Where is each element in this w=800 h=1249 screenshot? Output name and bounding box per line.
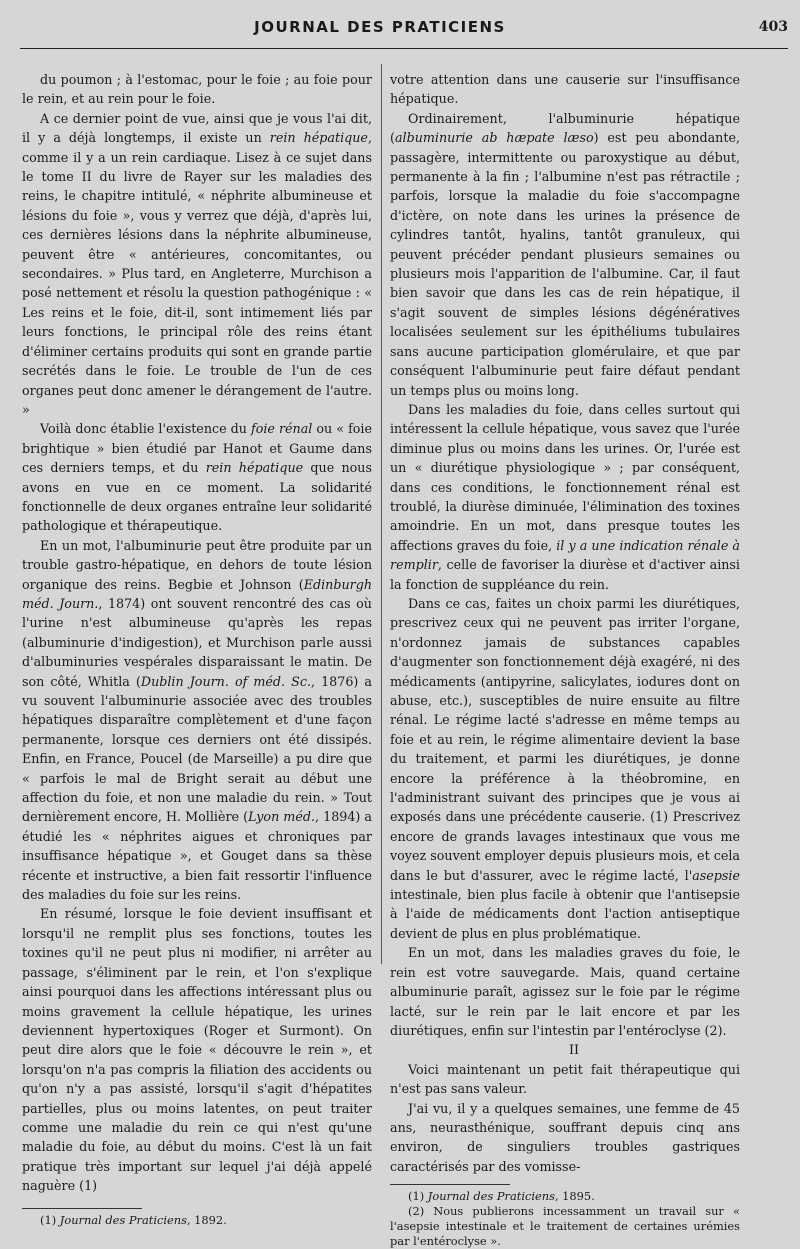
text-run: (2) Nous publierons incessamment un travail sur « l'asepsie intestinale et le traitement de certaines urémies par l'entéroclyse ».	[390, 1204, 740, 1249]
paragraph	[390, 109, 740, 400]
text-run: que nous avons en vue en ce moment. La solidarité fonctionnelle de deux organes entraîne leur solidarité pathologique et thérapeutique.	[22, 460, 372, 534]
section-heading	[390, 1040, 740, 1059]
italic-text: asepsie	[692, 867, 740, 883]
paragraph	[390, 943, 740, 1040]
italic-text: Edinburgh méd. Journ.	[22, 576, 372, 611]
paragraph	[22, 70, 372, 109]
paragraph	[390, 70, 740, 109]
column-divider	[381, 64, 382, 964]
italic-text: Lyon méd.	[248, 809, 316, 825]
text-run: , celle de favoriser la diurèse et d'activer ainsi la fonction de suppléance du rein.	[390, 557, 740, 592]
text-run: En un mot, l'albuminurie peut être produite par un trouble gastro-hépatique, en dehors de toute lésion organique des reins. Begbie et Johnson (	[22, 537, 372, 592]
right-column-body	[390, 70, 740, 1176]
left-column-body	[22, 70, 372, 1196]
italic-text: Dublin Journ. of méd. Sc.	[140, 673, 311, 689]
text-run: du poumon ; à l'estomac, pour le foie ; au foie pour le rein, et au rein pour le foie.	[22, 72, 372, 107]
text-run: Voici maintenant un petit fait thérapeutique qui n'est pas sans valeur.	[390, 1061, 740, 1097]
italic-text: il y a une indication rénale à remplir	[390, 537, 740, 573]
footnote	[390, 1189, 740, 1204]
text-run: Dans les maladies du foie, dans celles surtout qui intéressent la cellule hépatique, vous savez que l'urée diminue plus ou moins dans les urines. Or, l'urée est un « diurétique physiologique » ; par conséquent, dans ces conditions, le fonctionnement rénal est troublé, la diurèse diminuée, l'élimination des toxines amoindrie. En un mot, dans presque toutes les affections graves du foie,	[390, 401, 740, 553]
right-column	[390, 70, 740, 1249]
left-footnote-rule	[22, 1208, 142, 1209]
italic-text: foie rénal	[251, 421, 313, 437]
text-run: Dans ce cas, faites un choix parmi les diurétiques, prescrivez ceux qui ne peuvent pas irriter l'organe, n'ordonnez jamais de substances capables d'augmenter son fonctionnement déjà exagéré, ni des médicaments (antipyrine, salicylates, iodures dont on abuse, etc.), susceptibles de nuire ensuite au filtre rénal. Le régime lacté s'adresse en même temps au foie et au rein, le régime alimentaire devient la base du traitement, et parmi les diurétiques, je donne encore la préférence à la théobromine, en l'administrant suivant des principes que je vous ai exposés dans une précédente causerie. (1) Prescrivez encore de grands lavages intestinaux que vous me voyez souvent employer depuis plusieurs mois, et cela dans le but d'assurer, avec le régime lacté, l'	[390, 595, 740, 883]
right-footnote-rule	[390, 1184, 510, 1185]
right-footnotes	[390, 1189, 740, 1249]
page-header	[20, 18, 788, 48]
paragraph	[22, 536, 372, 905]
text-run: En résumé, lorsque le foie devient insuffisant et lorsqu'il ne remplit plus ses fonctions, toutes les toxines qu'il ne peut plus ni modifier, ni arrêter au passage, s'éliminent par le rein, et l'on s'explique ainsi pourquoi dans les affections intéressant plus ou moins gravement la cellule hépatique, les urines deviennent hypertoxiques (Roger et Surmont). On peut dire alors que le foie « découvre le rein », et lorsqu'on n'a pas compris la filiation des accidents ou qu'on n'y a pas assisté, lorsqu'il s'agit d'hépatites partielles, plus ou moins latentes, on peut traiter comme une maladie du rein ce qui n'est qu'une maladie du foie, au début du moins. C'est là un fait pratique très important sur lequel j'ai déjà appelé naguère (1)	[22, 906, 372, 1194]
footnote	[22, 1213, 372, 1228]
text-run: , 1874) ont souvent rencontré des cas où l'urine n'est albumineuse qu'après les repas (albuminurie d'indigestion), et Murchison parle aussi d'albuminuries vespérales disparaissant le matin. De son côté, Whitla (	[22, 595, 372, 689]
italic-text: albuminurie ab hæpate læso	[394, 130, 594, 146]
left-column	[22, 70, 372, 1227]
header-rule	[20, 48, 788, 49]
left-footnotes	[22, 1213, 372, 1228]
text-run: ) est peu abondante, passagère, intermittente ou paroxystique au début, permanente à la fin ; l'albumine n'est pas rétractile ; parfois, lorsque la maladie du foie s'accompagne d'ictère, on note dans les urines la présence de cylindres tantôt, hyalins, tantôt granuleux, qui peuvent précéder pendant plusieurs semaines ou plusieurs mois l'apparition de l'albumine. Car, il faut bien savoir que dans les cas de rein hépatique, il s'agit souvent de simples lésions dégénératives localisées seulement sur les épithéliums tubulaires sans aucune participation glomérulaire, et que par conséquent l'albuminurie peut faire défaut pendant un temps plus ou moins long.	[390, 130, 740, 398]
text-run: , 1894) a étudié les « néphrites aigues et chroniques par insuffisance hépatique », et Gouget dans sa thèse récente et instructive, a bien fait ressortir l'influence des maladies du foie sur les reins.	[22, 809, 372, 903]
journal-title: JOURNAL DES PRATICIENS	[254, 18, 506, 36]
italic-text: rein hépatique	[269, 130, 368, 146]
text-run: ou « foie brightique » bien étudié par Hanot et Gaume dans ces derniers temps, et du	[22, 421, 372, 476]
paragraph	[22, 904, 372, 1195]
text-run: (1)	[40, 1212, 60, 1227]
text-run: En un mot, dans les maladies graves du foie, le rein est votre sauvegarde. Mais, quand certaine albuminurie paraît, agissez sur le foie par le régime lacté, sur le rein par le lait encore et par les diurétiques, enfin sur l'intestin par l'entéroclyse (2).	[390, 945, 740, 1038]
italic-text: Journal des Praticiens	[427, 1189, 555, 1204]
text-run: , 1876) a vu souvent l'albuminurie associée avec des troubles hépatiques disparaître complètement et d'une façon permanente, lorsque ces derniers ont été dissipés. Enfin, en France, Poucel (de Marseille) a pu dire que « parfois le mal de Bright serait au début une affection du foie, et non une maladie du rein. » Tout dernièrement encore, H. Mollière (	[22, 673, 372, 825]
text-run: J'ai vu, il y a quelques semaines, une femme de 45 ans, neurasthénique, souffrant depuis cinq ans environ, de singuliers troubles gastriques caractérisés par des vomisse-	[390, 1100, 740, 1174]
paragraph	[390, 594, 740, 943]
text-run: , 1895.	[554, 1189, 595, 1204]
paragraph	[390, 1099, 740, 1177]
footnote	[390, 1204, 740, 1249]
paragraph	[390, 400, 740, 594]
paragraph	[22, 419, 372, 535]
page-number: 403	[758, 19, 788, 35]
text-run: Ordinairement, l'albuminurie hépatique (	[390, 110, 740, 146]
text-run: , comme il y a un rein cardiaque. Lisez à ce sujet dans le tome II du livre de Rayer sur les maladies des reins, le chapitre intitulé, « néphrite albumineuse et lésions du foie », vous y verrez que déjà, d'après lui, ces dernières lésions dans la néphrite albumineuse, peuvent être « antérieures, concomitantes, ou secondaires. » Plus tard, en Angleterre, Murchison a posé nettement et résolu la question pathogénique : « Les reins et le foie, dit-il, sont intimement liés par leurs fonctions, le principal rôle des reins étant d'éliminer certains produits qui sont en grande partie secrétés dans le foie. Le trouble de l'un de ces organes peut donc amener le dérangement de l'autre. »	[22, 130, 372, 417]
paragraph	[390, 1060, 740, 1099]
italic-text: rein hépatique	[205, 460, 304, 476]
paragraph	[22, 109, 372, 420]
text-run: II	[568, 1042, 580, 1058]
text-run: , 1892.	[186, 1212, 227, 1227]
text-run: A ce dernier point de vue, ainsi que je vous l'ai dit, il y a déjà longtemps, il existe un	[22, 110, 372, 146]
text-run: intestinale, bien plus facile à obtenir que l'antisepsie à l'aide de médicaments dont l'action antiseptique devient de plus en plus problématique.	[390, 887, 740, 941]
text-run: votre attention dans une causerie sur l'insuffisance hépatique.	[390, 72, 740, 107]
text-run: Voilà donc établie l'existence du	[40, 421, 252, 437]
italic-text: Journal des Praticiens	[59, 1212, 187, 1227]
text-run: (1)	[408, 1189, 428, 1204]
